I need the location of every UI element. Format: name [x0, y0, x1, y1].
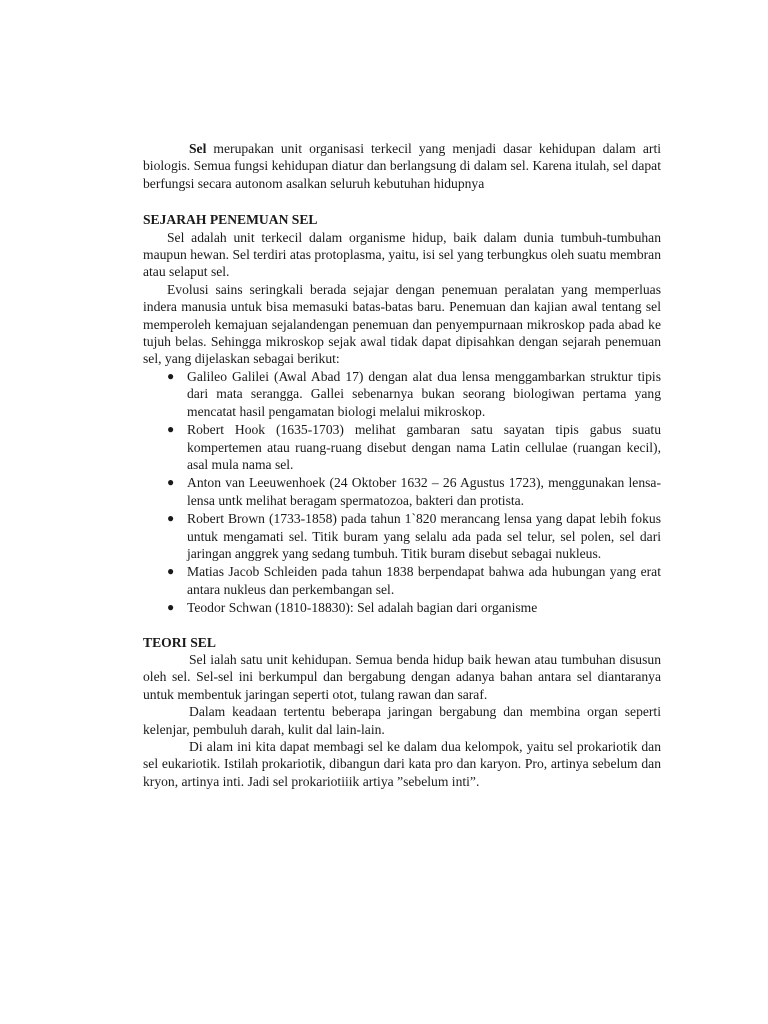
intro-term: Sel	[189, 141, 207, 156]
bullet-icon: ●	[167, 600, 175, 615]
intro-paragraph	[143, 140, 661, 192]
list-item-text: Teodor Schwan (1810-18830): Sel adalah bagian dari organisme	[187, 600, 538, 616]
list-item-text: Robert Hook (1635-1703) melihat gambaran satu sayatan tipis gabus suatu kompertemen atau ruang-ruang disebut dengan nama Latin cellulae (ruangan kecil), asal mula nama sel.	[187, 422, 661, 472]
history-bullet-list	[143, 368, 661, 617]
list-item-text: Galileo Galilei (Awal Abad 17) dengan alat dua lensa menggambarkan struktur tipis dari mata serangga. Gallei sebenarnya bukan seorang biologiwan pertama yang mencatat hasil pengamatan biologi melalui mikroskop.	[187, 368, 661, 419]
paragraph: Evolusi sains seringkali berada sejajar dengan penemuan peralatan yang memperluas indera manusia untuk bisa memasuki batas-batas baru. Penemuan dan kajian awal tentang sel memperoleh kemajuan sejalandengan penemuan dan penyempurnaan mikroskop pada abad ke tujuh belas. Sehingga mikroskop sejak awal tidak dapat dipisahkan dengan sejarah penemuan sel, yang dijelaskan sebagai berikut:	[143, 281, 661, 367]
paragraph: Sel adalah unit terkecil dalam organisme hidup, baik dalam dunia tumbuh-tumbuhan maupun hewan. Sel terdiri atas protoplasma, yaitu, isi sel yang terbungkus oleh suatu membran atau selaput sel.	[143, 229, 661, 280]
section-heading-sejarah: SEJARAH PENEMUAN SEL	[143, 212, 318, 228]
intro-text: merupakan unit organisasi terkecil yang menjadi dasar kehidupan dalam arti biologis. Semua fungsi kehidupan diatur dan berlangsung di dalam sel. Karena itulah, sel dapat berfungsi secara autonom asalkan seluruh kebutuhan hidupnya	[143, 141, 661, 191]
list-item-text: Robert Brown (1733-1858) pada tahun 1`820 merancang lensa yang dapat lebih fokus untuk mengamati sel. Titik buram yang selalu ada pada sel telur, sel polen, sel dari jaringan anggrek yang sedang tumbuh. Titik buram disebut sebagai nukleus.	[187, 511, 661, 561]
paragraph: Di alam ini kita dapat membagi sel ke dalam dua kelompok, yaitu sel prokariotik dan sel eukariotik. Istilah prokariotik, dibangun dari kata pro dan karyon. Pro, artinya sebelum dan kryon, artinya inti. Jadi sel prokariotiiik artiya ”sebelum inti”.	[143, 739, 661, 789]
list-item-text: Matias Jacob Schleiden pada tahun 1838 berpendapat bahwa ada hubungan yang erat antara nukleus dan perkembangan sel.	[187, 564, 661, 597]
list-item	[167, 421, 661, 473]
section-heading-teori: TEORI SEL	[143, 634, 216, 650]
list-item	[167, 368, 661, 420]
list-item	[167, 474, 661, 509]
bullet-icon: ●	[167, 368, 175, 383]
paragraph: Sel ialah satu unit kehidupan. Semua benda hidup baik hewan atau tumbuhan disusun oleh sel. Sel-sel ini berkumpul dan bergabung dengan adanya bahan antara sel diantaranya untuk membentuk jaringan seperti otot, tulang rawan dan saraf.	[143, 651, 661, 702]
list-item	[167, 510, 661, 562]
document-page	[143, 140, 661, 790]
list-item	[167, 563, 661, 598]
paragraph: Dalam keadaan tertentu beberapa jaringan bergabung dan membina organ seperti kelenjar, pembuluh darah, kulit dal lain-lain.	[143, 704, 661, 737]
bullet-icon: ●	[167, 511, 175, 526]
bullet-icon: ●	[167, 475, 175, 490]
bullet-icon: ●	[167, 422, 175, 437]
list-item-text: Anton van Leeuwenhoek (24 Oktober 1632 – 26 Agustus 1723), menggunakan lensa-lensa untk melihat beragam spermatozoa, bakteri dan protista.	[187, 475, 661, 508]
list-item	[167, 599, 661, 616]
bullet-icon: ●	[167, 564, 175, 579]
